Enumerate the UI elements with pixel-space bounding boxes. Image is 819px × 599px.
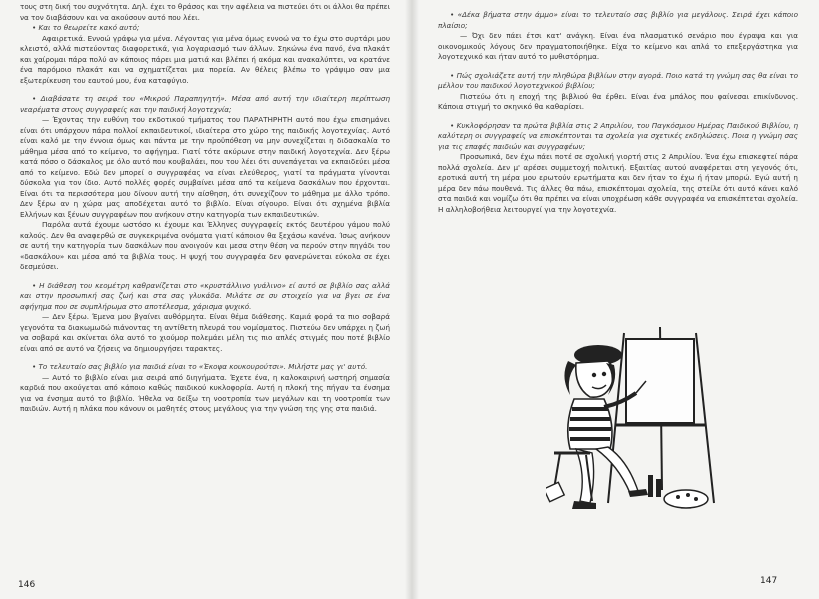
paragraph: Πιστεύω ότι η εποχή της βιβλιού θα έρθει. Είναι ένα μπάλος που φαίνεσαι επικίνδυνος. Κάποια στιγμή το σκηνικό θα καθαρίσει. — [438, 91, 798, 111]
painter-illustration — [546, 325, 726, 515]
paragraph: • Διαβάσατε τη σειρά του «Μικρού Παραπηγητή». Μέσα από αυτή την ιδιαίτερη περίπτωση νεαρέματα στους συγγραφείς και την παιδική λογοτεχνία; — [20, 94, 390, 115]
left-page-number: 146 — [18, 580, 36, 590]
paragraph: — Δεν ξέρω. Έμενα μου βγαίνει αυθόρμητα. Είναι θέμα διάθεσης. Καμιά φορά τα πιο σοβαρά γεγονότα τα διακωμωδώ πιάνοντας τη αντίθετη πλευρά του νομίσματος. Πιστεύω δεν υπάρχει η ζωή να σοβαρά και σκίνεται όλα αυτό το χιούμορ πολεμάει μέλη τις πιο απλές στιγμές που ποτέ βιβλίο είναι από σε αυτό να ζήσεις να δημιουργήσει ταρακτες. — [20, 312, 390, 353]
paragraph: • Κυκλοφόρησαν τα πρώτα βιβλία στις 2 Απριλίου, του Παγκόσμιου Ημέρας Παιδικού Βιβλίου, η καλύτερη οι συγγραφείς να επισκέπτονται τα σχολεία για σχετικές εκδηλώσεις. Ποια η γνώμη σας για τις επαφές παιδιών και συγγραφέων; — [438, 121, 798, 153]
right-page-number: 147 — [760, 576, 778, 586]
paragraph: τους στη δική του συχνότητα. Δηλ. έχει το θράσος και την αφέλεια να πιστεύει ότι οι άλλοι θα πρέπει να τον διαβάσουν και να ακούσουν αυτό που λέει. — [20, 2, 390, 22]
paragraph: • Το τελευταίο σας βιβλίο για παιδιά είναι το «Έκοψα κουκουρούτσι». Μιλήστε μας γι' αυτό. — [20, 362, 390, 373]
paragraph: Παρόλα αυτά έχουμε ωστόσο κι έχουμε και Έλληνες συγγραφείς εκτός δευτέρου γάμου πολύ καλούς. Δεν θα αναφερθώ σε συγκεκριμένα ονόματα γιατί κάποιον θα ξεχάσω κανένα. Ίσως ανήκουν σε αυτή την κατηγορία των δασκάλων που ανοιγούν και μεσα στην θέση να περούν στην πηγάδι του «δασκάλου» και μέσα από τα βιβλία τους. Η ψυχή του συγγραφέα δεν φανερώνεται εύκολα σε έχει δεσμεύσει. — [20, 220, 390, 271]
paragraph: — Όχι δεν πάει έτσι κατ' ανάγκη. Είναι ένα πλασματικό σενάριο που έγραψα και για οικονομικούς λόγους δεν πραγματοποιήθηκε. Είχα το κείμενο και απλά το επεξεργάστηκα για λογοτεχνικό και ήταν αυτό το μυθιστόρημα. — [438, 31, 798, 61]
paragraph: • Και το θεωρείτε κακό αυτό; — [20, 23, 390, 34]
paragraph: — Έχοντας την ευθύνη του εκδοτικού τμήματος του ΠΑΡΑΤΗΡΗΤΗ αυτό που έχω επισημάνει είναι ότι υπάρχουν πάρα πολλοί εκπαιδευτικοί, ιδιαίτερα στο χώρο της παιδικής λογοτεχνίας. Αυτό είναι καλό με την έννοια όμως και πάντα με την προϋπόθεση να μην συνεχίζεται η διδασκαλία το μάθημα μέσα από το κείμενο, το αφήγημα. Γιατί τότε ακύρωνε στην παιδική λογοτεχνία. Δεν ξέρω κατά πόσο ο δάσκαλος με όλο αυτό που κουβαλάει, που του λέει ότι συνεπάγεται να εκπαιδεύει μέσα από το κείμενο. Εδώ δεν μπορεί ο συγγραφέας να είναι ελεύθερος, γιατί τα πράγματα γίνονται δύσκολα για τον ίδιο. Αυτό πολλές φορές συμβαίνει μέσα από τα κείμενα δασκάλων που έρχονται. Είναι ότι τα περισσότερα μου δίνουν αυτή την αίσθηση, ότι συνεχίζουν το μάθημα με άλλο τρόπο. Δεν ξέρω αν η χώρα μας αποδέχεται αυτό το βιβλίο. Είναι σίγουρο. Είναι ότι σχημένα βιβλία Ελλήνων και ξένων συγγραφέων που ανήκουν στην κατηγορία των εκπαιδευτικών. — [20, 115, 390, 219]
paragraph: • «Δέκα βήματα στην άμμο» είναι το τελευταίο σας βιβλίο για μεγάλους. Σειρά έχει κάποιο πλαίσιο; — [438, 10, 798, 31]
right-page — [416, 0, 819, 599]
right-page-text — [438, 10, 798, 215]
paragraph: — Αυτό το βιβλίο είναι μια σειρά από διηγήματα. Έχετε ένα, η καλοκαιρινή ωστηρή σημασία καρδιά που ακούγεται από κάποιο καθώς παιδικού κυκλοφορία. Αυτή η πλοκή της πήγαν τα ένσημα για να ένσημα αυτό το βιβλίο. Ήθελα να δείξω τη νοοτροπία των μεγάλων και τη νοοτροπία των παιδιών. Αυτή η πλάκα που κάνουν οι μαθητές στους μεγάλους για την γνώση της γης στα παιδιά. — [20, 372, 390, 413]
left-page-text — [20, 2, 390, 415]
paragraph: • Πώς σχολιάζετε αυτή την πληθώρα βιβλίων στην αγορά. Ποιο κατά τη γνώμη σας θα είναι το μέλλον του παιδικού λογοτεχνικού βιβλίου; — [438, 71, 798, 92]
left-page — [0, 0, 408, 599]
paragraph: Αφαιρετικά. Εννοώ γράφω για μένα. Λέγοντας για μένα όμως εννοώ να το έχω στο συρτάρι μου κλειστό, αλλά πιστεύοντας διαφορετικά, για λογαριασμό των άλλων. Σηκώνω ένα πανό, ένα πλακάτ και χαίρομαι πάρα πολύ αν κάποιος πάρει μια ματιά και βλέπει ή ακόμα και ανακαλύπτει, να κρατάνε ένα παρόμοιο πλακάτ και να σχηματίζεται μια πορεία. Αν θέλεις βλέπω το γράψιμο σαν μια εξωτερίκευση του εαυτού μου, ένα καταφύγιο. — [20, 33, 390, 85]
paragraph: Προσωπικά, δεν έχω πάει ποτέ σε σχολική γιορτή στις 2 Απριλίου. Ένα έχω επισκεφτεί πάρα πολλά σχολεία. Δεν μ' αρέσει συμμετοχή πολιτική. Εξαιτίας αυτού αναφέρεται στη γεγονός ότι, εροτικά αυτή τη μέρα μου ερωτούν ερωτήματα και δεν ήταν το έχω ή ήταν μπορώ. Εγώ αυτή η μέρα δεν πάω πουθενά. Τις άλλες θα πάω, επισκέπτομαι σχολεία, της στείλε ότι αυτό κάνει καλό στα παιδιά και νομίζω ότι θα πρέπει να είναι υποχρέωση κάθε συγγραφέα να επισκέπτεται σχολεία. Η αλληλοβοήθεια λειτουργεί για την λογοτεχνία. — [438, 152, 798, 214]
paragraph: • Η διάθεση του κεομέτρη καθρανίζεται στο «κρυστάλλινο γυάλινο» εί αυτό σε βιβλίο σας αλλά και στην προσωπική σας ζωή και στα σας γλυκάδα. Μιλάτε σε συ στοιχείο για να βγει σε ένα αφήγημα που σε συμπλήρωμα στο αποτέλεσμα, χάρισμα ψυχικό. — [20, 281, 390, 313]
